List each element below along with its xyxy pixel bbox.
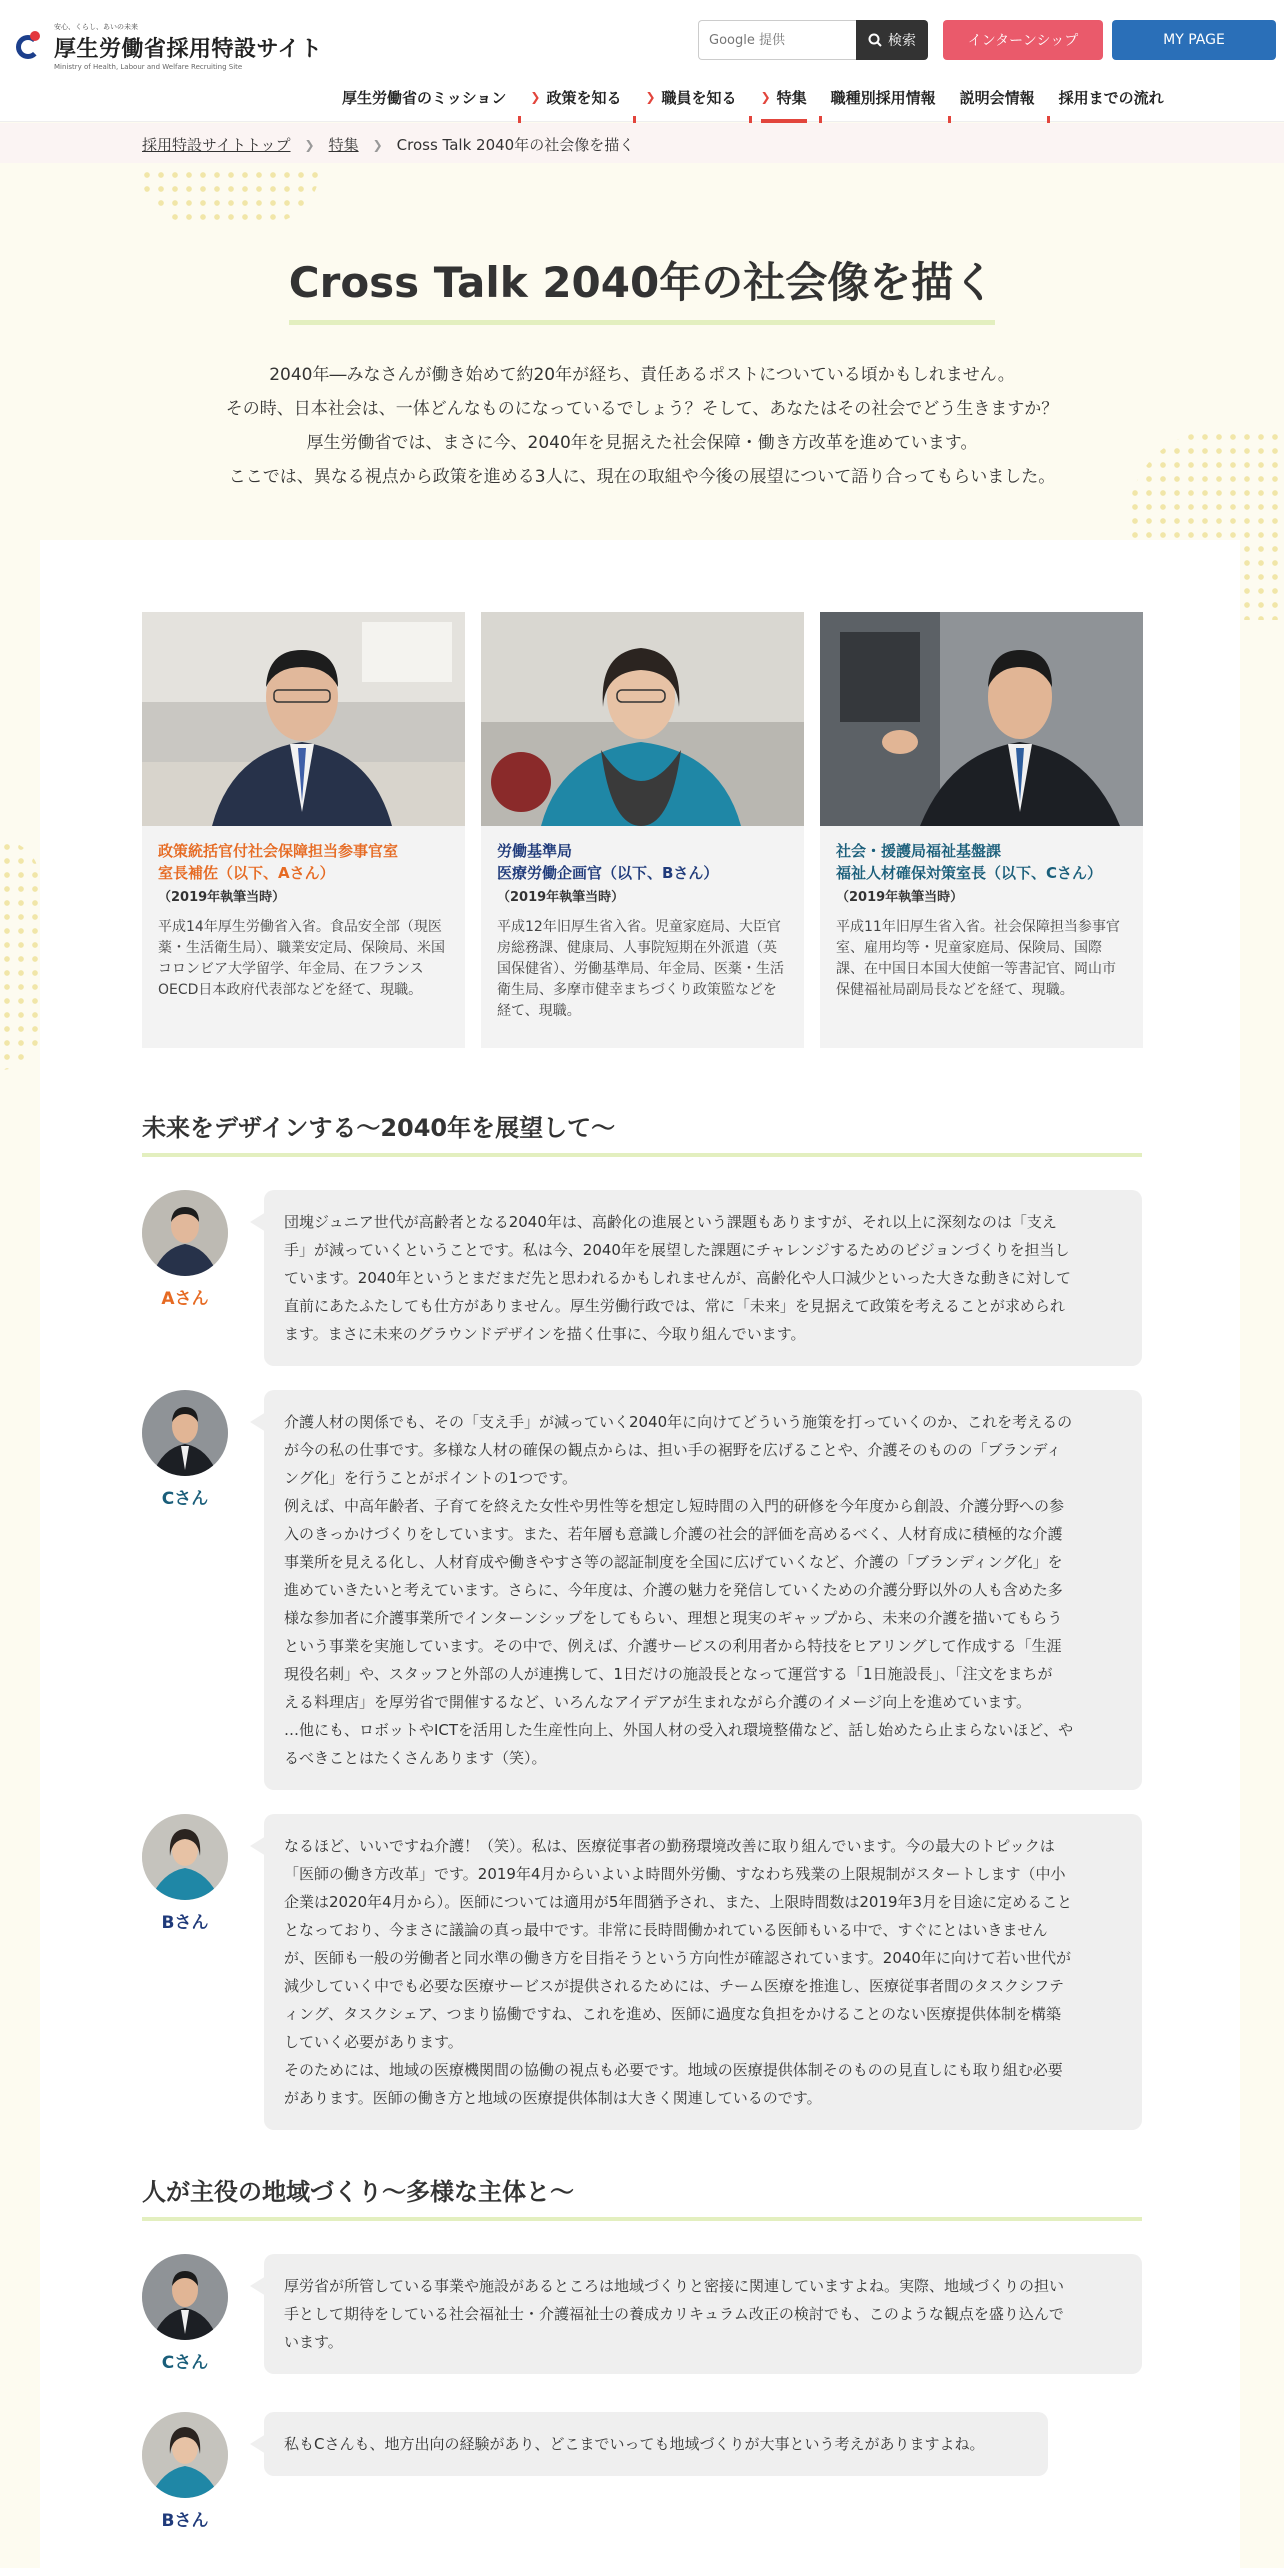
search-icon [868, 33, 882, 47]
breadcrumb-current: Cross Talk 2040年の社会像を描く [396, 136, 635, 154]
talk-b-2 [142, 2412, 1142, 2532]
member-title-c: 社会・援護局福祉基盤課 福祉人材確保対策室長（以下、Cさん） [836, 842, 1103, 882]
lead-line: 厚生労働省では、まさに今、2040年を見据えた社会保障・働き方改革を進めています。 [306, 433, 978, 453]
member-year-c: （2019年執筆当時） [836, 890, 964, 905]
lead-text [0, 358, 1284, 494]
lead-line: その時、日本社会は、一体どんなものになっているでしょう？そして、あなたはその社会でどう生きますか？ [225, 399, 1059, 419]
avatar-b [142, 1814, 228, 1900]
lead-line: ここでは、異なる視点から政策を進める3人に、現在の取組や今後の展望について語り合ってもらいました。 [228, 467, 1056, 487]
nav-label: 職員を知る [661, 88, 737, 107]
section-heading: 未来をデザインする～2040年を展望して～ [142, 1108, 1142, 1157]
member-card-b [481, 612, 804, 1048]
nav-label: 厚生労働省のミッション [342, 88, 507, 107]
speaker-name: Bさん [161, 2511, 209, 2531]
nav-label: 政策を知る [546, 88, 622, 107]
nav-item-staff[interactable] [633, 72, 748, 122]
member-photo-c [820, 612, 1143, 826]
chevron-down-icon: ❯ [760, 90, 771, 104]
speaker-name: Aさん [161, 1289, 209, 1309]
nav-item-feature[interactable] [749, 72, 819, 122]
avatar-c [142, 1390, 228, 1476]
avatar-a [142, 1190, 228, 1276]
site-header [0, 0, 1284, 122]
member-photo-a [142, 612, 465, 826]
talk-c-2 [142, 2254, 1142, 2374]
member-desc-c: 平成11年旧厚生省入省。社会保障担当参事官室、雇用均等・児童家庭局、保険局、国際課、在中国日本国大使館一等書記官、岡山市保健福祉局副局長などを経て、現職。 [836, 919, 1120, 998]
speech-bubble: 団塊ジュニア世代が高齢者となる2040年は、高齢化の進展という課題もありますが、それ以上に深刻なのは「支え 手」が減っていくということです。私は今、2040年を展望した課題にチャレンジするためのビジョンづくりを担当し ています。2040年というとまだまだ先と思われるかもしれませんが、高齢化や人口減少といった大きな動きに対して 直前にあたふたしても仕方がありません。厚生労働行政では、常に「未来」を見据えて政策を考えることが求められ ます。まさに未来のグラウンドデザインを描く仕事に、今取り組んでいます。 [264, 1190, 1142, 1366]
member-desc-b: 平成12年旧厚生省入省。児童家庭局、大臣官房総務課、健康局、人事院短期在外派遣（英国保健省）、労働基準局、年金局、医薬・生活衛生局、多摩市健幸まちづくり政策監などを経て、現職。 [497, 919, 784, 1019]
search-button[interactable] [856, 20, 928, 60]
nav-label: 採用までの流れ [1058, 88, 1164, 107]
talk-b-1 [142, 1814, 1142, 2114]
talk-c-1 [142, 1390, 1142, 1770]
chevron-down-icon: ❯ [530, 90, 541, 104]
nav-label: 説明会情報 [959, 88, 1035, 107]
nav-item-policy[interactable] [518, 72, 633, 122]
member-year-b: （2019年執筆当時） [497, 890, 625, 905]
nav-label: 特集 [776, 88, 807, 107]
mypage-button[interactable]: MY PAGE [1112, 20, 1276, 60]
logo-english: Ministry of Health, Labour and Welfare Recruiting Site [54, 63, 243, 71]
avatar-c [142, 2254, 228, 2340]
nav-label: 職種別採用情報 [830, 88, 936, 107]
breadcrumb-separator-icon: ❯ [372, 137, 383, 152]
member-year-a: （2019年執筆当時） [158, 890, 286, 905]
member-desc-a: 平成14年厚生労働省入省。食品安全部（現医薬・生活衛生局）、職業安定局、保険局、米国コロンビア大学留学、年金局、在フランスOECD日本政府代表部などを経て、現職。 [158, 919, 445, 998]
site-logo[interactable] [12, 22, 322, 71]
member-card-c [820, 612, 1143, 1048]
member-list [142, 612, 1142, 1048]
mhlw-logo-icon [12, 29, 48, 65]
talk-a-1 [142, 1190, 1142, 1350]
breadcrumb-top-link[interactable]: 採用特設サイトトップ [142, 136, 291, 154]
search-input[interactable] [698, 20, 856, 60]
member-photo-b [481, 612, 804, 826]
logo-tagline: 安心、くらし、あいの未来 [54, 23, 138, 31]
chevron-down-icon: ❯ [645, 90, 656, 104]
search-button-label: 検索 [888, 33, 916, 49]
avatar-b [142, 2412, 228, 2498]
section-heading: 人が主役の地域づくり～多様な主体と～ [142, 2172, 1142, 2221]
member-title-b: 労働基準局 医療労働企画官（以下、Bさん） [497, 842, 719, 882]
speech-bubble: 厚労省が所管している事業や施設があるところは地域づくりと密接に関連していますよね。実際、地域づくりの担い 手として期待をしている社会福祉士・介護福祉士の養成カリキュラム改正の検討でも、このような観点を盛り込んで います。 [264, 2254, 1142, 2374]
speech-bubble: 介護人材の関係でも、その「支え手」が減っていく2040年に向けてどういう施策を打っていくのか、これを考えるの が今の私の仕事です。多様な人材の確保の観点からは、担い手の裾野を広げることや、介護そのものの「ブランディ ング化」を行うことがポイントの1つです。 例えば、中高年齢者、子育てを終えた女性や男性等を想定し短時間の入門的研修を今年度から創設、介護分野への参 入のきっかけづくりをしています。また、若年層も意識し介護の社会的評価を高めるべく、人材育成に積極的な介護 事業所を見える化し、人材育成や働きやすさ等の認証制度を全国に広げていくなど、介護の「ブランディング化」を 進めていきたいと考えています。さらに、今年度は、介護の魅力を発信していくための介護分野以外の人も含めた多 様な参加者に介護事業所でインターンシップをしてもらい、理想と現実のギャップから、未来の介護を描いてもらう という事業を実施しています。その中で、例えば、介護サービスの利用者から特技をヒアリングして作成する「生涯 現役名刺」や、スタッフと外部の人が連携して、1日だけの施設長となって運営する「1日施設長」、「注文をまちが える料理店」を厚労省で開催するなど、いろんなアイデアが生まれながら介護のイメージ向上を進めています。 …他にも、ロボットやICTを活用した生産性向上、外国人材の受入れ環境整備など、話し始めたら止まらないほど、や るべきことはたくさんあります（笑）。 [264, 1390, 1142, 1790]
search-box [698, 20, 928, 60]
nav-item-flow[interactable] [1047, 72, 1176, 122]
global-nav [330, 72, 1176, 122]
page-title: Cross Talk 2040年の社会像を描く [289, 250, 995, 325]
speech-bubble: 私もCさんも、地方出向の経験があり、どこまでいっても地域づくりが大事という考えがありますよね。 [264, 2412, 1048, 2476]
member-title-a: 政策統括官付社会保障担当参事官室 室長補佐（以下、Aさん） [158, 842, 399, 882]
member-card-a [142, 612, 465, 1048]
internship-button[interactable]: インターンシップ [943, 20, 1103, 60]
nav-item-seminar[interactable] [948, 72, 1047, 122]
speech-bubble: なるほど、いいですね介護！（笑）。私は、医療従事者の勤務環境改善に取り組んでいます。今の最大のトピックは 「医師の働き方改革」です。2019年4月からいよいよ時間外労働、すなわち残業の上限規制がスタートします（中小 企業は2020年4月から）。医師については適用が5年間猶予され、また、上限時間数は2019年3月を目途に定めること となっており、今まさに議論の真っ最中です。非常に長時間働かれている医師もいる中で、すぐにとはいきません が、医師も一般の労働者と同水準の働き方を目指そうという方向性が確認されています。2040年に向けて若い世代が 減少していく中でも必要な医療サービスが提供されるためには、チーム医療を推進し、医療従事者間のタスクシフテ ィング、タスクシェア、つまり協働ですね、これを進め、医師に過度な負担をかけることのない医療提供体制を構築 していく必要があります。 そのためには、地域の医療機関間の協働の視点も必要です。地域の医療提供体制そのものの見直しにも取り組む必要 があります。医師の働き方と地域の医療提供体制は大きく関連しているのです。 [264, 1814, 1142, 2130]
breadcrumb [0, 123, 1284, 163]
page-title-wrap [0, 250, 1284, 325]
nav-item-mission[interactable] [330, 72, 518, 122]
lead-line: 2040年―みなさんが働き始めて約20年が経ち、責任あるポストについている頃かもしれません。 [269, 365, 1015, 385]
speaker-name: Bさん [161, 1913, 209, 1933]
decorative-dots [0, 840, 40, 1070]
decorative-dots [140, 168, 320, 224]
speaker-name: Cさん [161, 2353, 209, 2373]
speaker-name: Cさん [161, 1489, 209, 1509]
breadcrumb-feature-link[interactable]: 特集 [328, 136, 359, 154]
logo-title: 厚生労働省採用特設サイト [54, 37, 323, 62]
nav-item-jobs[interactable] [819, 72, 948, 122]
breadcrumb-separator-icon: ❯ [304, 137, 315, 152]
